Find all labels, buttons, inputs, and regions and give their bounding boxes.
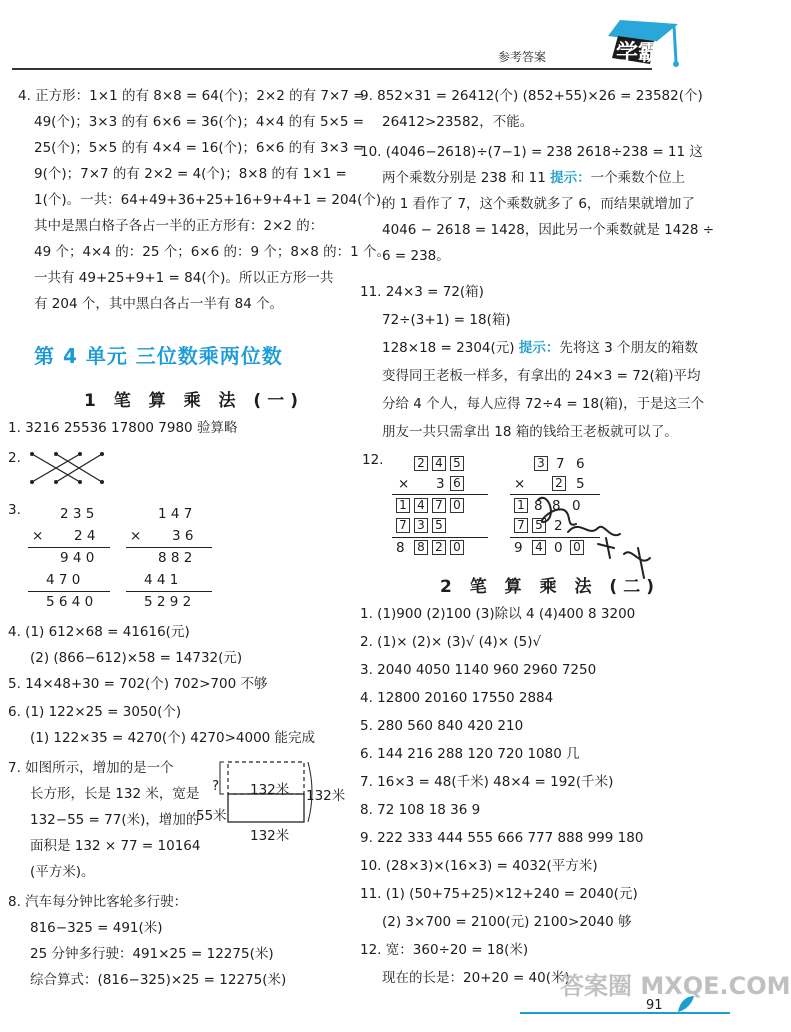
s1-q5: 5. 14×48+30 = 702(个) 702>700 不够 xyxy=(8,676,268,692)
box-a-cell: 1 xyxy=(396,498,410,513)
s2-line-6: 6. 144 216 288 120 720 1080 几 xyxy=(360,746,580,762)
q9-line-1: 9. 852×31 = 26412(个) (852+55)×26 = 23582(个) xyxy=(360,88,703,104)
box-b-digit: 0 xyxy=(572,498,581,514)
s1-q7-line-5: (平方米)。 xyxy=(30,864,95,880)
s2-line-12: (2) 3×700 = 2100(元) 2100>2040 够 xyxy=(382,914,632,930)
s1-q8-line-4: 综合算式：(816−325)×25 = 12275(米) xyxy=(30,972,287,988)
fig7-left-label: 55米 xyxy=(196,808,227,824)
unit-title: 第 4 单元 三位数乘两位数 xyxy=(34,344,283,368)
box-a-op: × xyxy=(398,476,410,492)
q10-hint-text: 一个乘数个位上 xyxy=(590,170,686,186)
q10-line-2-text: 两个乘数分别是 238 和 11 xyxy=(382,170,546,186)
q11-line-3-text: 128×18 = 2304(元) xyxy=(382,340,515,356)
q4-line-4: 9(个)；7×7 的有 2×2 = 4(个)；8×8 的有 1×1 = xyxy=(34,166,347,182)
s2-line-1: 1. (1)900 (2)100 (3)除以 4 (4)400 8 3200 xyxy=(360,606,636,622)
s1-q6-a: 6. (1) 122×25 = 3050(个) xyxy=(8,704,182,720)
q10-line-3: 的 1 看作了 7，这个乘数就多了 6，而结果就增加了 xyxy=(382,196,695,212)
watermark: 答案圈 MXQE.COM xyxy=(560,972,791,1000)
q9-line-2: 26412>23582，不能。 xyxy=(382,114,534,130)
q10-line-2 xyxy=(382,168,685,188)
s2-line-2: 2. (1)× (2)× (3)√ (4)× (5)√ xyxy=(360,634,542,650)
s1-q2-label: 2. xyxy=(8,450,21,466)
section2-title: 2 笔 算 乘 法 (二) xyxy=(440,577,660,597)
box-b-cell: 4 xyxy=(532,540,546,555)
box-b-cell: 5 xyxy=(532,518,546,533)
box-a-result-digit: 8 xyxy=(396,540,405,556)
s2-line-9: 9. 222 333 444 555 666 777 888 999 180 xyxy=(360,830,644,846)
box-a-rule-1 xyxy=(392,494,488,495)
s1-q4-b: (2) (866−612)×58 = 14732(元) xyxy=(30,650,243,666)
calc-a-op: × xyxy=(32,528,44,544)
box-a-cell: 6 xyxy=(450,476,464,491)
box-b-digit: 0 xyxy=(554,540,563,556)
calc-a-row3: 9 4 0 xyxy=(60,550,95,566)
box-b-op: × xyxy=(514,476,526,492)
q11-line-2: 72÷(3+1) = 18(箱) xyxy=(382,312,511,328)
box-b-digit: 5 xyxy=(576,476,585,492)
box-b-digit: 6 xyxy=(576,456,585,472)
s1-q7-line-3: 132−55 = 77(米)，增加的 xyxy=(30,812,200,828)
box-a-cell: 4 xyxy=(432,456,446,471)
s2-line-7: 7. 16×3 = 48(千米) 48×4 = 192(千米) xyxy=(360,774,614,790)
calc-a-row4: 4 7 0 xyxy=(46,572,81,588)
header-answer-label: 参考答案 xyxy=(498,50,547,64)
header-rule xyxy=(12,68,652,70)
q11-line-1: 11. 24×3 = 72(箱) xyxy=(360,284,484,300)
calc-b-row5: 5 2 9 2 xyxy=(144,594,192,610)
calc-b-row1: 1 4 7 xyxy=(158,506,193,522)
s2-line-10: 10. (28×3)×(16×3) = 4032(平方米) xyxy=(360,858,598,874)
s2-line-13: 12. 宽：360÷20 = 18(米) xyxy=(360,942,529,958)
s1-q7-line-1: 7. 如图所示，增加的是一个 xyxy=(8,760,174,776)
q11-line-5: 分给 4 个人，每人应得 72÷4 = 18(箱)，于是这三个 xyxy=(382,396,705,412)
s2-line-3: 3. 2040 4050 1140 960 2960 7250 xyxy=(360,662,597,678)
box-a-cell: 2 xyxy=(414,456,428,471)
box-a-rule-2 xyxy=(392,537,488,538)
box-a-cell: 2 xyxy=(432,540,446,555)
brand-text: 学霸 xyxy=(616,41,661,66)
q11-line-4: 变得同王老板一样多，有拿出的 24×3 = 72(箱)平均 xyxy=(382,368,701,384)
q4-line-5: 1(个)。一共：64+49+36+25+16+9+4+1 = 204(个)。 xyxy=(34,192,395,208)
box-a-cell: 3 xyxy=(414,518,428,533)
page-number: 91 xyxy=(646,998,663,1013)
s2-line-4: 4. 12800 20160 17550 2884 xyxy=(360,690,554,706)
q4-line-9: 有 204 个，其中黑白各占一半有 84 个。 xyxy=(34,296,284,312)
fig7-right-label: 132米 xyxy=(306,788,346,804)
box-a-cell: 8 xyxy=(414,540,428,555)
box-b-digit: 9 xyxy=(514,540,523,556)
s1-q6-b: (1) 122×35 = 4270(个) 4270>4000 能完成 xyxy=(30,730,316,746)
box-a-cell: 7 xyxy=(432,498,446,513)
fig7-bottom-label: 132米 xyxy=(250,828,290,844)
s1-q1: 1. 3216 25536 17800 7980 验算略 xyxy=(8,420,238,436)
calc-b-op: × xyxy=(130,528,142,544)
box-b-cell: 0 xyxy=(570,540,584,555)
s1-q7-line-2: 长方形，长是 132 米，宽是 xyxy=(30,786,200,802)
s2-line-5: 5. 280 560 840 420 210 xyxy=(360,718,524,734)
q10-line-5: 6 = 238。 xyxy=(382,248,450,264)
s1-q7-line-4: 面积是 132 × 77 = 10164 xyxy=(30,838,201,854)
s2-line-11: 11. (1) (50+75+25)×12+240 = 2040(元) xyxy=(360,886,638,902)
box-b-digit: 7 xyxy=(556,456,565,472)
box-b-digit: 2 xyxy=(554,518,563,534)
calc-b-row3: 8 8 2 xyxy=(158,550,193,566)
fig7-top-label: 132米 xyxy=(250,782,290,798)
box-a-mult-digit: 3 xyxy=(436,476,445,492)
calc-b-row4: 4 4 1 xyxy=(144,572,179,588)
q4-line-6: 其中是黑白格子各占一半的正方形有：2×2 的： xyxy=(34,218,324,234)
calc-a-row1: 2 3 5 xyxy=(60,506,95,522)
box-b-cell: 7 xyxy=(514,518,528,533)
s1-q8-line-2: 816−325 = 491(米) xyxy=(30,920,163,936)
footer-rule xyxy=(520,1012,730,1014)
box-a-cell: 5 xyxy=(450,456,464,471)
graduation-cap-logo xyxy=(590,14,680,74)
q11-line-6: 朋友一共只需拿出 18 箱的钱给王老板就可以了。 xyxy=(382,424,678,440)
q4-line-2: 49(个)；3×3 的有 6×6 = 36(个)；4×4 的有 5×5 = xyxy=(34,114,365,130)
box-a-cell: 7 xyxy=(396,518,410,533)
q10-hint-label: 提示： xyxy=(550,170,591,186)
calc-a-row2: 2 4 xyxy=(74,528,96,544)
q4-line-7: 49 个；4×4 的：25 个；6×6 的：9 个；8×8 的：1 个。 xyxy=(34,244,391,260)
box-b-cell: 3 xyxy=(534,456,548,471)
section1-title: 1 笔 算 乘 法 (一) xyxy=(84,391,304,411)
box-a-cell: 0 xyxy=(450,540,464,555)
q12-label: 12. xyxy=(362,452,384,468)
q4-line-3: 25(个)；5×5 的有 4×4 = 16(个)；6×6 的有 3×3 = xyxy=(34,140,365,156)
s1-q4-a: 4. (1) 612×68 = 41616(元) xyxy=(8,624,190,640)
q11-hint-label: 提示： xyxy=(518,340,560,356)
s1-q8-line-1: 8. 汽车每分钟比客轮多行驶： xyxy=(8,894,188,910)
box-b-cell: 2 xyxy=(552,476,566,491)
box-b-cell: 1 xyxy=(514,498,528,513)
q10-line-1: 10. (4046−2618)÷(7−1) = 238 2618÷238 = 11 这 xyxy=(360,144,703,160)
q11-line-3 xyxy=(382,338,698,358)
q4-line-8: 一共有 49+25+9+1 = 84(个)。所以正方形一共 xyxy=(34,270,334,286)
q11-hint-text: 先将这 3 个朋友的箱数 xyxy=(559,340,699,356)
box-a-cell: 0 xyxy=(450,498,464,513)
matching-lines-diagram xyxy=(28,450,108,490)
box-b-digit: 8 xyxy=(552,498,561,514)
calc-b-row2: 3 6 xyxy=(172,528,194,544)
s1-q3-label: 3. xyxy=(8,502,21,518)
calc-a-row5: 5 6 4 0 xyxy=(46,594,94,610)
box-a-cell: 4 xyxy=(414,498,428,513)
s1-q8-line-3: 25 分钟多行驶：491×25 = 12275(米) xyxy=(30,946,274,962)
s2-line-14: 现在的长是：20+20 = 40(米) xyxy=(382,970,570,986)
s2-line-8: 8. 72 108 18 36 9 xyxy=(360,802,481,818)
q10-line-4: 4046 − 2618 = 1428，因此另一个乘数就是 1428 ÷ xyxy=(382,222,715,238)
box-b-digit: 8 xyxy=(534,498,543,514)
q4-line-1: 4. 正方形：1×1 的有 8×8 = 64(个)；2×2 的有 7×7 = xyxy=(18,88,365,104)
box-a-cell: 5 xyxy=(432,518,446,533)
fig7-question-mark: ? xyxy=(212,778,220,794)
